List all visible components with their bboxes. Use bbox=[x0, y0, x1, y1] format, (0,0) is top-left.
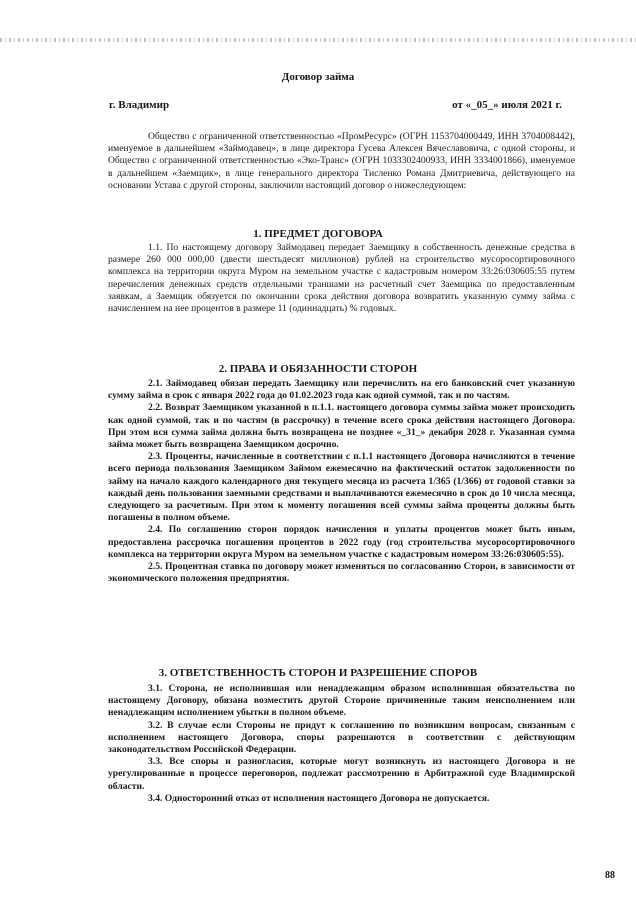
section-1-body bbox=[108, 242, 575, 315]
contract-city: г. Владимир bbox=[109, 99, 170, 111]
clause-3-1: 3.1. Сторона, не исполнившая или ненадлежащим образом исполнившая обязательства по настоящему Договору, обязана возместить другой Стороне причиненные таким неисполнением или ненадлежащим исполнением убытки в полном объеме. bbox=[108, 683, 575, 719]
clause-3-4: 3.4. Односторонний отказ от исполнения настоящего Договора не допускается. bbox=[148, 792, 490, 804]
page-number: 88 bbox=[605, 870, 615, 881]
clause-2-5: 2.5. Процентная ставка по договору может изменяться по согласованию Сторон, в зависимости от экономического положения предприятия. bbox=[108, 561, 575, 585]
clause-3-2: 3.2. В случае если Стороны не придут к соглашению по возникшим вопросам, связанным с исполнением настоящего Договора, споры разрешаются в соответствии с действующим законодательством Российской Федерации. bbox=[108, 719, 575, 756]
clause-2-2: 2.2. Возврат Заемщиком указанной в п.1.1. настоящего договора суммы займа может происходить как одной суммой, так и по частям (в рассрочку) в течение всего срока действия настоящего Договора. При этом вся сумма займа должна быть возвращена не позднее «_31_» декабря 2028 г. Указанная сумма займа может быть возвращена Заемщиком досрочно. bbox=[108, 402, 575, 451]
section-2-title: 2. ПРАВА И ОБЯЗАННОСТИ СТОРОН bbox=[218, 363, 418, 375]
clause-1-1: 1.1. По настоящему договору Займодавец передает Заемщику в собственность денежные средства в размере 260 000 000,00 (двести шестьдесят миллионов) рублей на строительство мусоросортировочного комплекса на территории округа Муром на земельном участке с кадастровым номером 33:26:030605:55 путем перечисления денежных средств отдельными траншами на расчетный счет Заемщика по предоставленным заявкам, а Заемщик обязуется по окончании срока действия договора возвратить указанную сумму займа с начислением на нее процентов в размере 11 (одиннадцать) % годовых. bbox=[108, 242, 575, 315]
clause-3-3: 3.3. Все споры и разногласия, которые могут возникнуть из настоящего Договора и не урегулированные в процессе переговоров, подлежат рассмотрению в Арбитражной суде Владимирской области. bbox=[108, 756, 575, 792]
section-3-body bbox=[108, 683, 575, 805]
clause-2-3: 2.3. Проценты, начисленные в соответствии с п.1.1 настоящего Договора начисляются в течение всего периода пользования Заемщиком Займом ежемесячно на фактический остаток задолженности по займу на начало каждого календарного дня текущего месяца из расчета 1/365 (1/366) от годовой ставки за каждый день пользования заемными средствами и выплачиваются ежемесячно в срок до 10 числа месяца, следующего за расчетным. При этом к моменту погашения всей суммы займа проценты должны быть погашены в полном объеме. bbox=[108, 451, 575, 524]
document-title: Договор займа bbox=[281, 71, 355, 83]
preamble bbox=[108, 131, 575, 192]
contract-date: от «_05_» июля 2021 г. bbox=[452, 99, 562, 111]
clause-2-1: 2.1. Займодавец обязан передать Заемщику или перечислить на его банковский счет указанную сумму займа в срок с января 2022 года до 01.02.2023 года как одной суммой, так и по частям. bbox=[108, 378, 575, 402]
section-3-title: 3. ОТВЕТСТВЕННОСТЬ СТОРОН И РАЗРЕШЕНИЕ СПОРОВ bbox=[158, 667, 478, 679]
city-date-line bbox=[109, 99, 562, 113]
preamble-text: Общество с ограниченной ответственностью «ПромРесурс» (ОГРН 1153704000449, ИНН 3704008442), именуемое в дальнейшем «Займодавец», в лице директора Гусева Алексея Вячеславовича, с одной стороны, и Общество с ограниченной ответственностью «Эко-Транс» (ОГРН 1033302400933, ИНН 3334001866), именуемое в дальнейшем «Заемщик», в лице генерального директора Тисленко Романа Дмитриевича, действующего на основании Устава с другой стороны, заключили настоящий договор о нижеследующем: bbox=[108, 131, 575, 191]
section-1-title: 1. ПРЕДМЕТ ДОГОВОРА bbox=[253, 228, 383, 240]
section-2-body bbox=[108, 378, 575, 585]
clause-2-4: 2.4. По соглашению сторон порядок начисления и уплаты процентов может быть иным, предоставлена рассрочка погашения процентов в 2022 году (год строительства мусоросортировочного комплекса на территории округа Муром на земельном участке с кадастровым номером 33:26:030605:55). bbox=[108, 524, 575, 560]
scan-artifact-line bbox=[0, 38, 636, 42]
